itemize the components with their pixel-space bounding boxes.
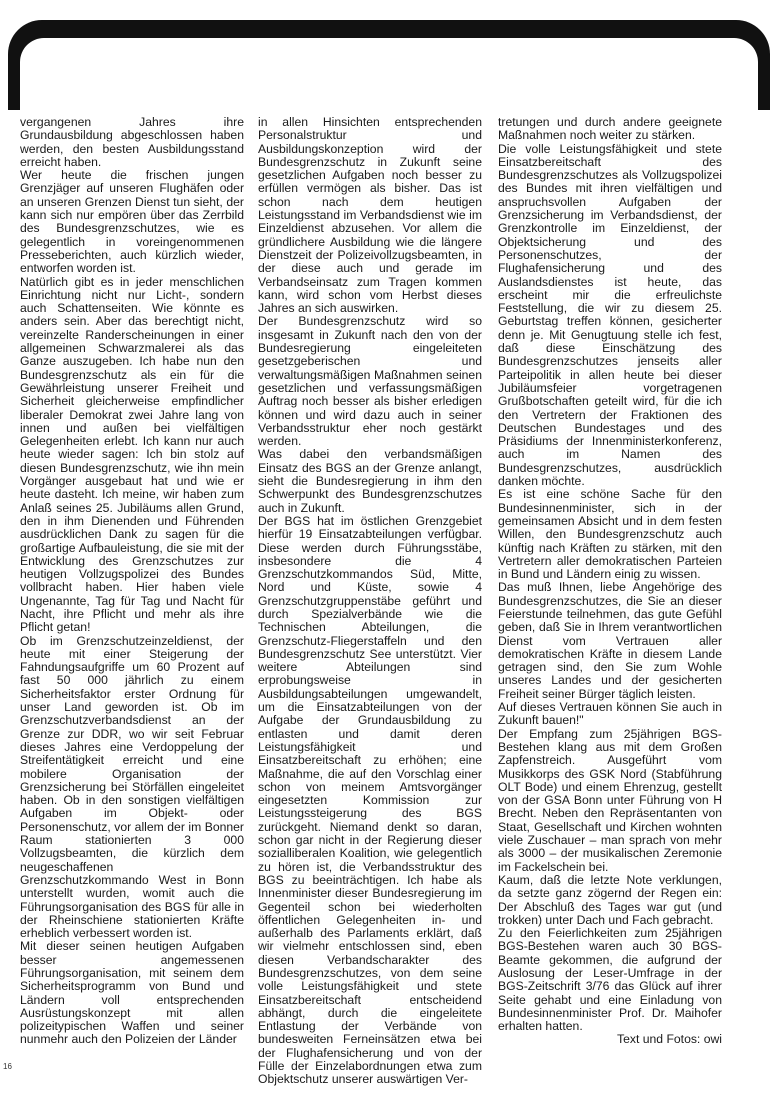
paragraph: Wer heute die frischen jungen Grenzjäger auf unseren Flughäfen oder an unseren Grenzen Dienst tun sieht, der kann sich nur empören über das Zerrbild des Bundesgrenzschutzes, wie es gelegentlich in voreingenommenen Presseberichten, auch kürzlich wieder, entworfen worden ist. [20,168,244,276]
paragraph: Ob im Grenzschutzeinzeldienst, der heute mit einer Steigerung der Fahndungsaufgriffe um 60 Prozent auf fast 50 000 jährlich zu einem Sicherheitsfaktor erster Ordnung für unser Land geworden ist. Ob im Grenzschutzverbandsdienst an der Grenze zur DDR, wo wir seit Februar dieses Jahres eine Verdoppelung der Streifentätigkeit erreicht und eine mobilere Organisation der Grenzsicherung bei Störfällen eingeleitet haben. Ob in den sonstigen vielfältigen Aufgaben im Objekt- oder Personenschutz, vor allem der im Bonner Raum stationierten 3 000 Vollzugsbeamten, die kürzlich dem neugeschaffenen Grenzschutzkommando West in Bonn unterstellt wurden, womit auch die Führungsorganisation des BGS für alle in der Rheinschiene stationierten Kräfte erheblich verbessert worden ist. [20,633,244,941]
photo-credit: Text und Fotos: owi [617,1032,722,1047]
paragraph: Natürlich gibt es in jeder menschlichen Einrichtung nicht nur Licht-, sondern auch Schattenseiten. Wie könnte es anders sein. Aber das berechtigt nicht, vereinzelte Randerscheinungen in einer allgemeinen Schwarzmalerei als das Ganze auszugeben. Ich habe nun den Bundesgrenzschutz als ein für die Gewährleistung unserer Freiheit und Sicherheit gleicherweise empfindlicher liberaler Demokrat zwei Jahre lang von innen und außen bei vielfältigen Gelegenheiten erlebt. Ich kann nur auch heute wieder sagen: Ich bin stolz auf diesen Bundesgrenzschutz, wie ihn mein Vorgänger ausgebaut hat und wie er heute dasteht. Ich meine, wir haben zum Anlaß seines 25. Jubiläums allen Grund, den in ihm Dienenden und Führenden ausdrücklichen Dank zu sagen für die großartige Aufbauleistung, die sie mit der Entwicklung des Grenzschutzes zur heutigen Vollzugspolizei des Bundes vollbracht haben. Hier haben viele Ungenannte, Tag für Tag und Nacht für Nacht, ihre Pflicht und mehr als ihre Pflicht getan! [20,274,244,635]
paragraph: Zu den Feierlichkeiten zum 25jährigen BGS-Bestehen waren auch 30 BGS-Beamte gekommen, die aufgrund der Auslosung der Leser-Umfrage in der BGS-Zeitschrift 3/76 das Glück auf ihrer Seite gehabt und eine Einladung von Bundesinnenminister Prof. Dr. Maihofer erhalten hatten. [498,926,722,1034]
paragraph: Kaum, daß die letzte Note verklungen, da setzte ganz zögernd der Regen ein: Der Abschluß des Tages war gut (und trokken) unter Dach und Fach gebracht. [498,872,722,927]
article-body [20,115,722,1087]
text-column-3 [498,116,722,1047]
text-column-1 [20,116,244,1047]
page-number: 16 [3,1062,12,1071]
paragraph: Mit dieser seinen heutigen Aufgaben besser angemessenen Führungsorganisation, mit seinem dem Sicherheitsprogramm von Bund und Ländern voll entsprechenden Ausrüstungskonzept mit allen polizeitypischen Waffen und seiner nunmehr auch den Polizeien der Länder [20,939,244,1047]
paragraph: Der Bundesgrenzschutz wird so insgesamt in Zukunft nach den von der Bundesregierung eingeleiteten gesetzgeberischen und verwaltungsmäßigen Maßnahmen seinen gesetzlichen und verfassungsmäßigen Auftrag noch besser als bisher erledigen können und wird dazu auch in seiner Verbandsstruktur eher noch gestärkt werden. [258,314,482,449]
paragraph: tretungen und durch andere geeignete Maßnahmen noch weiter zu stärken. [498,115,722,143]
paragraph: Die volle Leistungsfähigkeit und stete Einsatzbereitschaft des Bundesgrenzschutzes als Vollzugspolizei des Bundes mit ihren vielfältigen und anspruchsvollen Aufgaben der Grenzsicherung im Verbandsdienst, der Grenzkontrolle im Einzeldienst, der Objektsicherung und des Personenschutzes, der Flughafensicherung und des Auslandsdienstes ist heute, das erscheint mir die erfreulichste Feststellung, die wir zu diesem 25. Geburtstag treffen können, gesicherter denn je. Mit Genugtuung stelle ich fest, daß diese Einschätzung des Bundesgrenzschutzes jenseits aller Parteipolitik in allen heute bei dieser Jubiläumsfeier vorgetragenen Grußbotschaften geteilt wird, für die ich den Vertretern der Fraktionen des Deutschen Bundestages und des Präsidiums der Innenministerkonferenz, auch im Namen des Bundesgrenzschutzes, ausdrücklich danken möchte. [498,141,722,489]
paragraph: Der BGS hat im östlichen Grenzgebiet hierfür 19 Einsatzabteilungen verfügbar. Diese werden durch Führungsstäbe, insbesondere die 4 Grenzschutzkommandos Süd, Mitte, Nord und Küste, sowie 4 Grenzschutzgruppenstäbe geführt und durch Spezialverbände wie die Technischen Abteilungen, die Grenzschutz-Fliegerstaffeln und den Bundesgrenzschutz See unterstützt. Vier weitere Abteilungen sind erprobungsweise in Ausbildungsabteilungen umgewandelt, um die Einsatzabteilungen von der Aufgabe der Grundausbildung zu entlasten und damit deren Leistungsfähigkeit und Einsatzbereitschaft zu erhöhen; eine Maßnahme, die auf den Vorschlag einer schon von meinem Amtsvorgänger eingesetzten Kommission zur Leistungssteigerung des BGS zurückgeht. Niemand denkt so daran, schon gar nicht in der Regierung dieser sozialliberalen Koalition, wie gelegentlich zu hören ist, die Verbandsstruktur des BGS zu beeinträchtigen. Ich habe als Innenminister dieser Bundesregierung im Gegenteil schon bei wiederholten öffentlichen Gelegenheiten in- und außerhalb des Parlaments erklärt, daß wir vielmehr entschlossen sind, eben diesen Verbandscharakter des Bundesgrenzschutzes, von dem seine volle Leistungsfähigkeit und stete Einsatzbereitschaft entscheidend abhängt, durch die eingeleitete Entlastung der Verbände von bundesweiten Ferneinsätzen etwa bei der Flughafensicherung und von der Fülle der Einzelabordnungen etwa zum Objektschutz unserer auswärtigen Ver- [258,513,482,1087]
paragraph: Es ist eine schöne Sache für den Bundesinnenminister, sich in der gemeinsamen Absicht und in dem festen Willen, den Bundesgrenzschutz auch künftig nach Kräften zu stärken, mit den Vertretern aller demokratischen Parteien in Bund und Ländern einig zu wissen. [498,487,722,582]
paragraph: in allen Hinsichten entsprechenden Personalstruktur und Ausbildungskonzeption wird der Bundesgrenzschutz in Zukunft seine gesetzlichen Aufgaben noch besser zu erfüllen vermögen als bisher. Das ist schon nach dem heutigen Leistungsstand im Verbandsdienst wie im Einzeldienst abzusehen. Vor allem die gründlichere Ausbildung wie die längere Dienstzeit der Polizeivollzugsbeamten, in der diese auch und gerade im Verbandseinsatz zum Tragen kommen kann, wird schon vom Herbst dieses Jahres an sich auswirken. [258,115,482,316]
paragraph: Der Empfang zum 25jährigen BGS-Bestehen klang aus mit dem Großen Zapfenstreich. Ausgeführt vom Musikkorps des GSK Nord (Stabführung OLT Bode) und einem Ehrenzug, gestellt von der GSA Bonn unter Führung von H Brecht. Neben den Repräsentanten von Staat, Gesellschaft und Kirchen wohnten viele Zuschauer – man sprach von mehr als 3000 – der musikalischen Zeremonie im Fackelschein bei. [498,726,722,874]
text-column-2 [258,116,482,1087]
paragraph: Was dabei den verbandsmäßigen Einsatz des BGS an der Grenze anlangt, sieht die Bundesregierung in ihm den Schwerpunkt des Bundesgrenzschutzes auch in Zukunft. [258,447,482,515]
paragraph: Das muß Ihnen, liebe Angehörige des Bundesgrenzschutzes, die Sie an dieser Feierstunde teilnehmen, das gute Gefühl geben, daß Sie in Ihrem verantwortlichen Dienst vom Vertrauen aller demokratischen Kräfte in diesem Lande getragen sind, den Sie zum Wohle unseres Landes und der gesicherten Freiheit seiner Bürger täglich leisten. [498,580,722,701]
paragraph: Auf dieses Vertrauen können Sie auch in Zukunft bauen!" [498,700,722,728]
paragraph: vergangenen Jahres ihre Grundausbildung abgeschlossen haben werden, den besten Ausbildungsstand erreicht haben. [20,115,244,169]
